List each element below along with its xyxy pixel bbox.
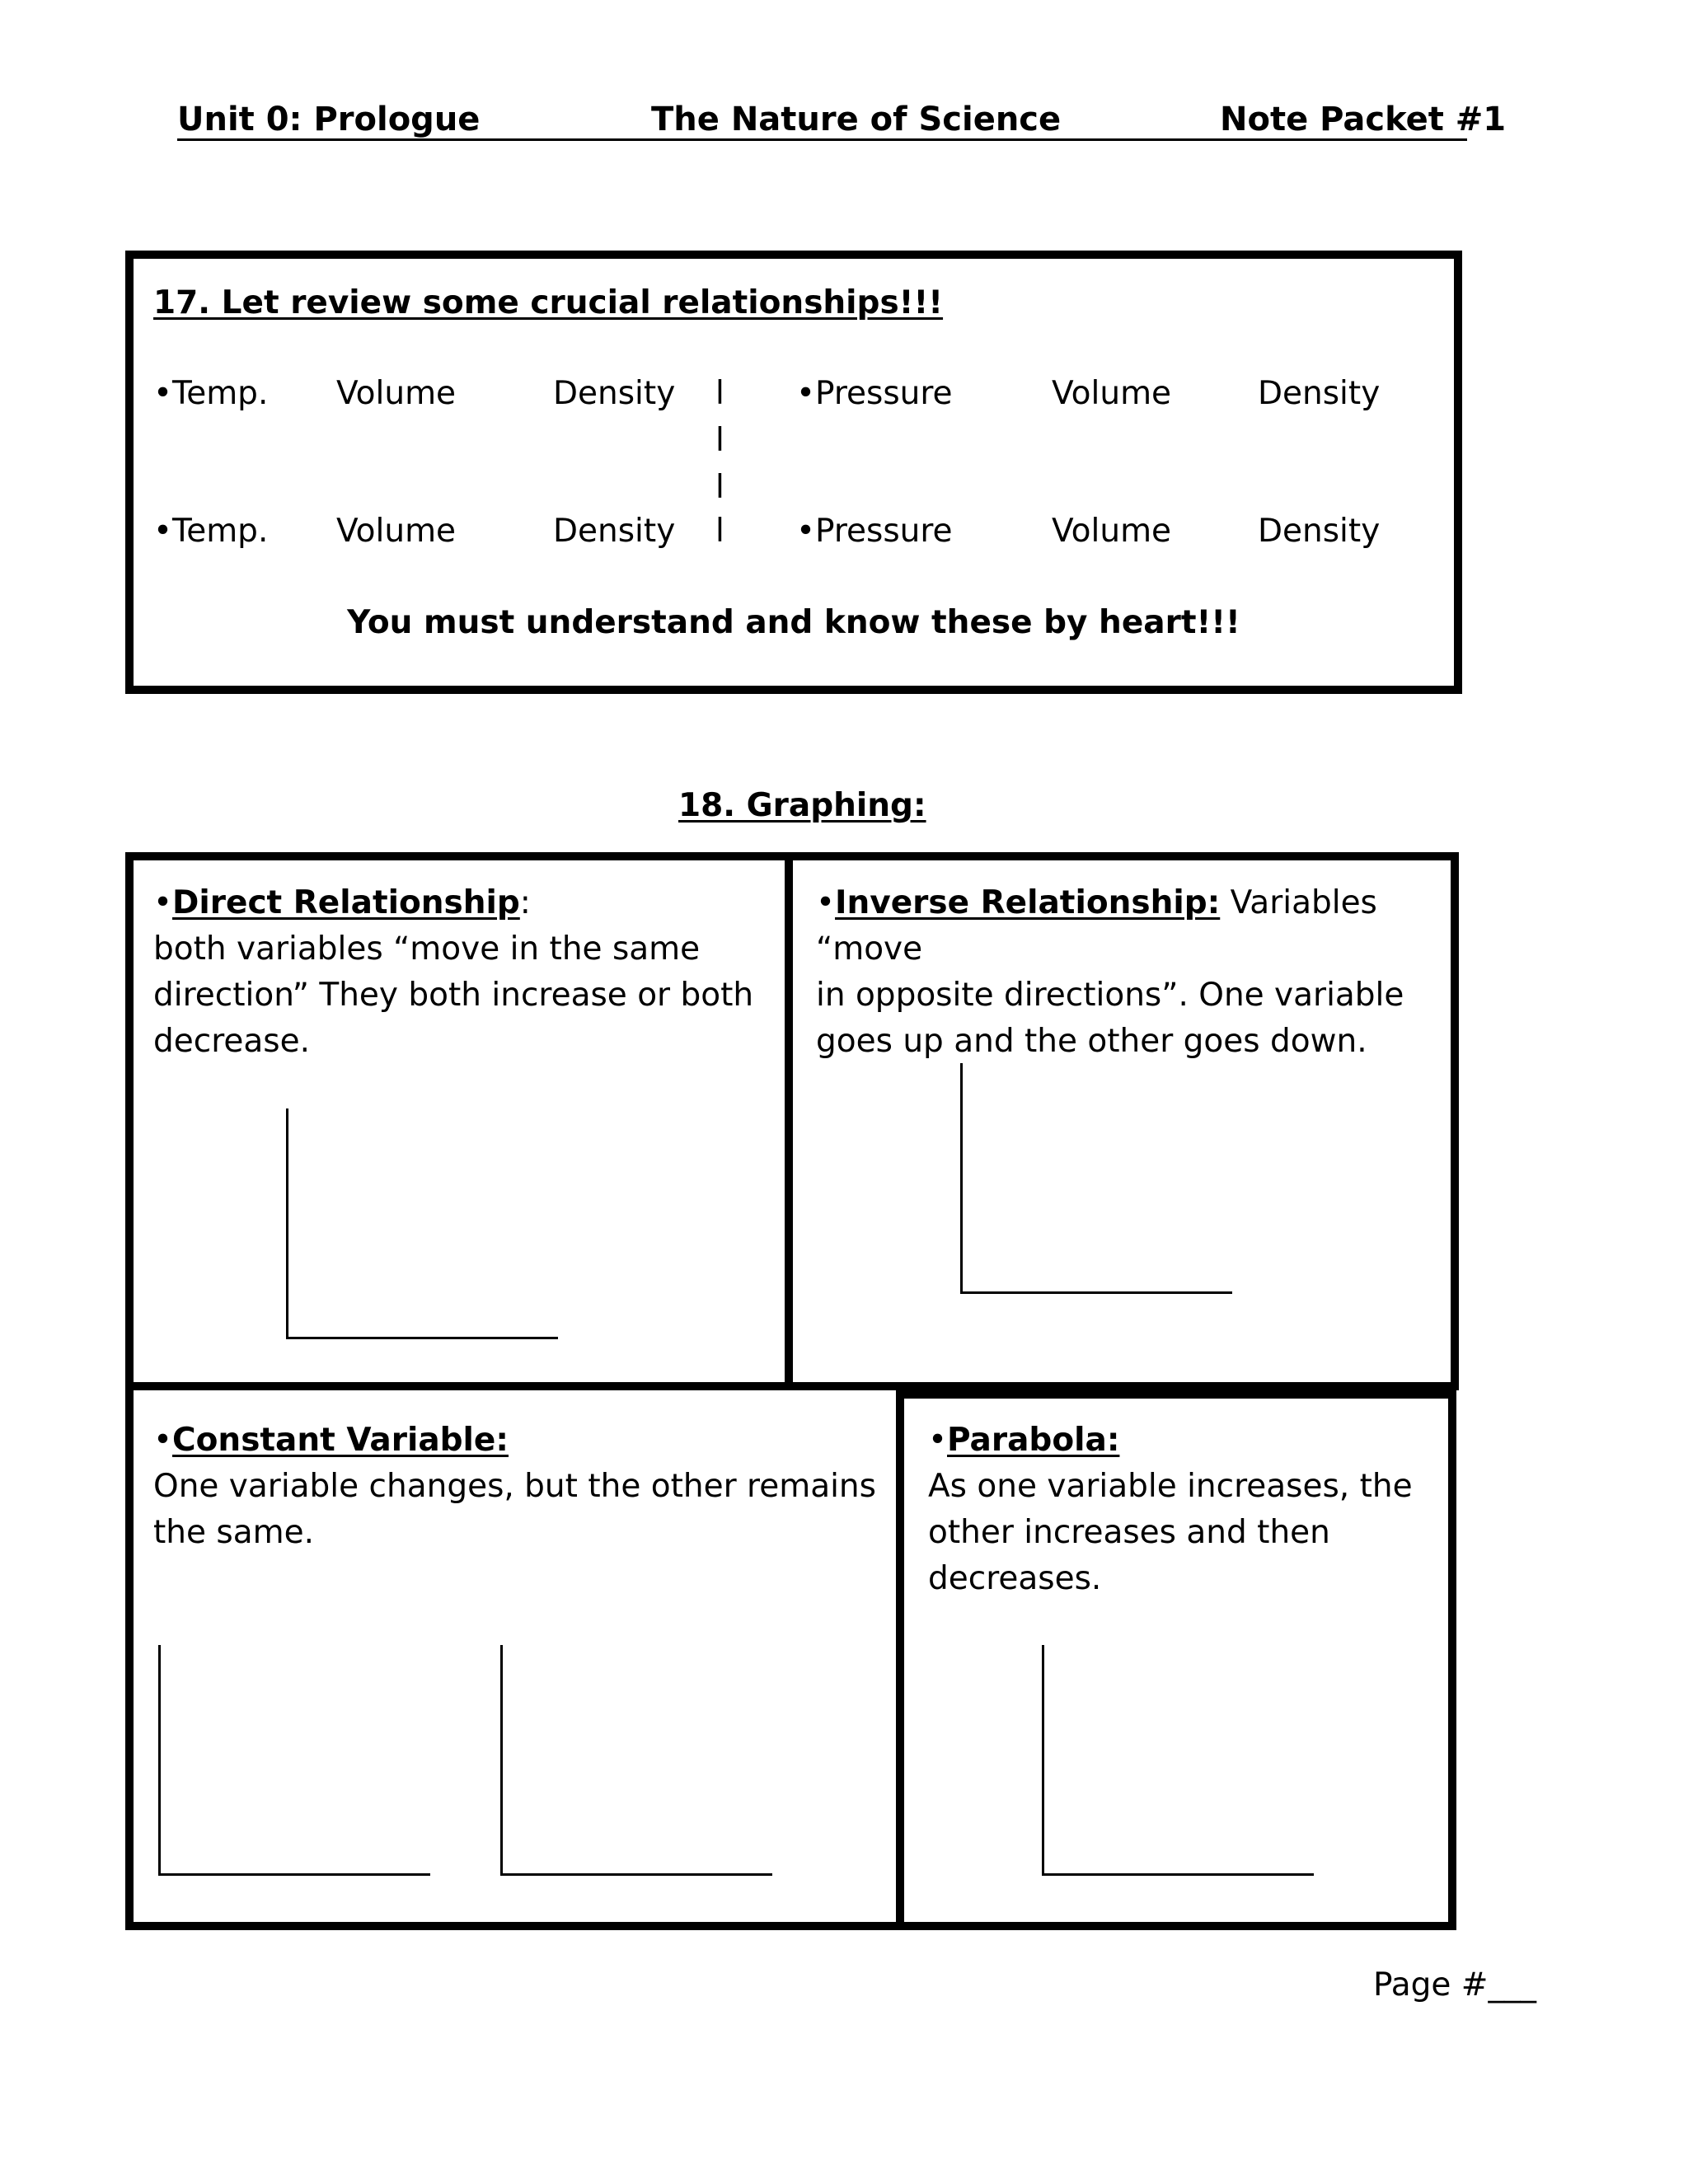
parabola-bullet: • bbox=[928, 1422, 948, 1459]
row1-density: Density bbox=[553, 375, 676, 412]
parabola-heading: Parabola: bbox=[947, 1422, 1120, 1459]
divider-4: l bbox=[715, 513, 724, 550]
parabola-text bbox=[928, 1418, 1439, 1602]
inverse-heading: Inverse Relationship: bbox=[835, 884, 1221, 921]
direct-line-1: both variables “move in the same bbox=[153, 930, 701, 968]
row2-pressure: •Pressure bbox=[796, 513, 953, 550]
inverse-bullet: • bbox=[816, 884, 836, 921]
row2-temp: •Temp. bbox=[153, 513, 269, 550]
row1-volume: Volume bbox=[336, 375, 457, 412]
constant-bullet: • bbox=[153, 1422, 173, 1459]
inverse-line-2: in opposite directions”. One variable bbox=[816, 977, 1404, 1014]
direct-text bbox=[153, 880, 763, 1065]
direct-line-2: direction” They both increase or both bbox=[153, 977, 754, 1014]
direct-colon: : bbox=[519, 884, 531, 921]
constant-line-1: One variable changes, but the other remains bbox=[153, 1468, 876, 1505]
header-underline bbox=[177, 138, 1467, 141]
row2-volume-2: Volume bbox=[1052, 513, 1172, 550]
row1-volume-2: Volume bbox=[1052, 375, 1172, 412]
row1-density-2: Density bbox=[1258, 375, 1381, 412]
inverse-text bbox=[816, 880, 1442, 1065]
memorize-note: You must understand and know these by heart!!! bbox=[347, 604, 1240, 641]
direct-graph-axes bbox=[286, 1108, 558, 1339]
divider-3: l bbox=[715, 469, 724, 506]
direct-bullet: • bbox=[153, 884, 173, 921]
divider-1: l bbox=[715, 375, 724, 412]
header-unit: Unit 0: Prologue bbox=[177, 101, 481, 138]
constant-graph-axes-1 bbox=[158, 1645, 430, 1876]
constant-graph-axes-2 bbox=[500, 1645, 772, 1876]
row2-volume: Volume bbox=[336, 513, 457, 550]
page-number-label: Page #___ bbox=[1373, 1966, 1536, 2004]
constant-text bbox=[153, 1418, 879, 1556]
direct-heading: Direct Relationship bbox=[172, 884, 520, 921]
inverse-graph-axes bbox=[960, 1063, 1232, 1294]
constant-line-2: the same. bbox=[153, 1514, 314, 1551]
row1-temp: •Temp. bbox=[153, 375, 269, 412]
header-packet: Note Packet #1 bbox=[1220, 101, 1507, 138]
direct-line-3: decrease. bbox=[153, 1023, 310, 1060]
row1-pressure: •Pressure bbox=[796, 375, 953, 412]
divider-2: l bbox=[715, 422, 724, 459]
parabola-line-3: decreases. bbox=[928, 1560, 1102, 1597]
inverse-line-1: Variables “move bbox=[816, 884, 1377, 968]
inverse-line-3: goes up and the other goes down. bbox=[816, 1023, 1367, 1060]
header-title: The Nature of Science bbox=[651, 101, 1062, 138]
row2-density: Density bbox=[553, 513, 676, 550]
parabola-line-2: other increases and then bbox=[928, 1514, 1330, 1551]
parabola-graph-axes bbox=[1042, 1645, 1314, 1876]
parabola-line-1: As one variable increases, the bbox=[928, 1468, 1413, 1505]
section-18-title: 18. Graphing: bbox=[678, 787, 926, 824]
constant-heading: Constant Variable: bbox=[172, 1422, 509, 1459]
row2-density-2: Density bbox=[1258, 513, 1381, 550]
section-17-title: 17. Let review some crucial relationships!!! bbox=[153, 284, 944, 321]
